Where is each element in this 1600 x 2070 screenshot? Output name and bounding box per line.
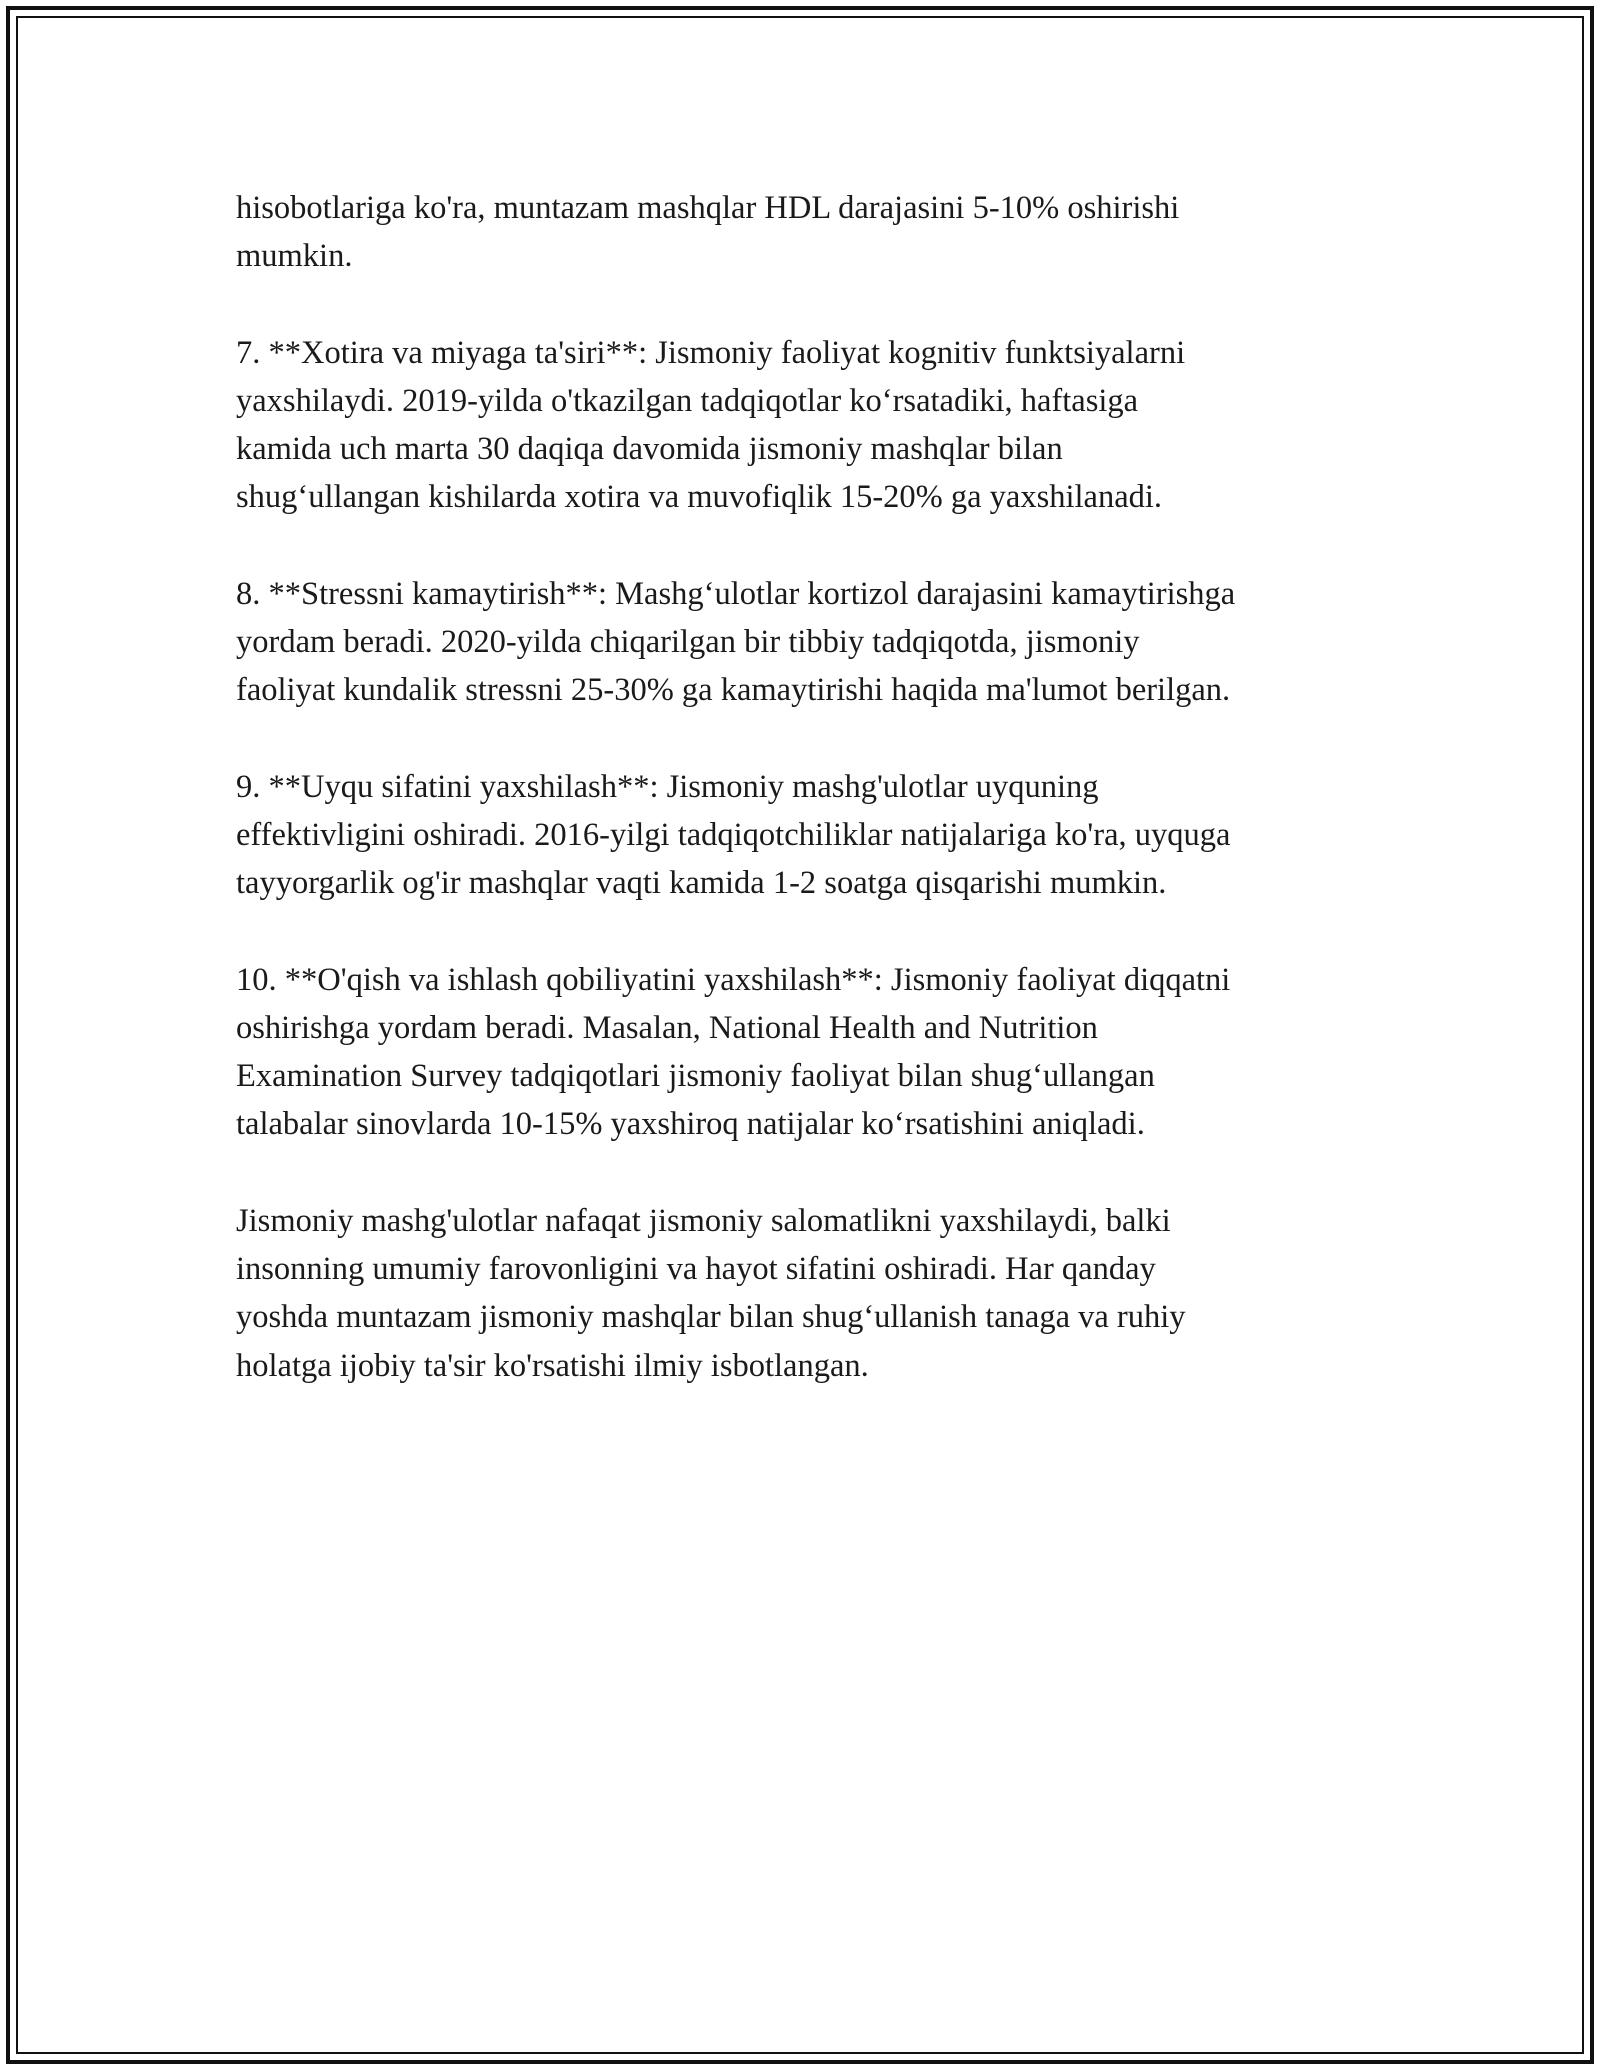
paragraph-item-7-memory — [236, 329, 1396, 522]
text-line: Jismoniy mashg'ulotlar nafaqat jismoniy salomatlikni yaxshilaydi, balki — [236, 1202, 1171, 1239]
text-line: hisobotlariga ko'ra, muntazam mashqlar HDL darajasini 5-10% oshirishi — [236, 190, 1180, 226]
text-line: insonning umumiy farovonligini va hayot sifatini oshiradi. Har qanday — [236, 1251, 1156, 1288]
text-line: talabalar sinovlarda 10-15% yaxshiroq natijalar ko‘rsatishini aniqladi. — [236, 1106, 1145, 1143]
paragraph-item-9-sleep — [236, 763, 1396, 908]
text-line: yoshda muntazam jismoniy mashqlar bilan shug‘ullanish tanaga va ruhiy — [236, 1299, 1186, 1336]
text-line: yordam beradi. 2020-yilda chiqarilgan bir tibbiy tadqiqotda, jismoniy — [236, 624, 1140, 661]
text-line: faoliyat kundalik stressni 25-30% ga kamaytirishi haqida ma'lumot berilgan. — [236, 672, 1231, 709]
text-line: effektivligini oshiradi. 2016-yilgi tadqiqotchiliklar natijalariga ko'ra, uyquga — [236, 816, 1231, 853]
paragraph-item-8-stress — [236, 570, 1396, 715]
paragraph-conclusion — [236, 1197, 1396, 1390]
text-line: 8. **Stressni kamaytirish**: Mashg‘ulotlar kortizol darajasini kamaytirishga — [236, 575, 1236, 612]
text-line: Examination Survey tadqiqotlari jismoniy faoliyat bilan shug‘ullangan — [236, 1058, 1155, 1095]
paragraph-item-10-study — [236, 956, 1396, 1149]
text-line: 7. **Xotira va miyaga ta'siri**: Jismoniy faoliyat kognitiv funktsiyalarni — [236, 334, 1186, 371]
paragraph-hdl-continuation — [236, 184, 1396, 281]
text-line: shug‘ullangan kishilarda xotira va muvofiqlik 15-20% ga yaxshilanadi. — [236, 479, 1163, 516]
text-line: oshirishga yordam beradi. Masalan, National Health and Nutrition — [236, 1009, 1098, 1046]
text-line: yaxshilaydi. 2019-yilda o'tkazilgan tadqiqotlar ko‘rsatadiki, haftasiga — [236, 382, 1139, 419]
text-line: tayyorgarlik og'ir mashqlar vaqti kamida 1-2 soatga qisqarishi mumkin. — [236, 865, 1167, 902]
document-body — [236, 184, 1396, 1438]
text-line: kamida uch marta 30 daqiqa davomida jismoniy mashqlar bilan — [236, 431, 1063, 468]
text-line: 10. **O'qish va ishlash qobiliyatini yaxshilash**: Jismoniy faoliyat diqqatni — [236, 961, 1231, 998]
text-line: holatga ijobiy ta'sir ko'rsatishi ilmiy isbotlangan. — [236, 1347, 869, 1384]
text-line: mumkin. — [236, 238, 353, 275]
text-line: 9. **Uyqu sifatini yaxshilash**: Jismoniy mashg'ulotlar uyquning — [236, 768, 1099, 805]
